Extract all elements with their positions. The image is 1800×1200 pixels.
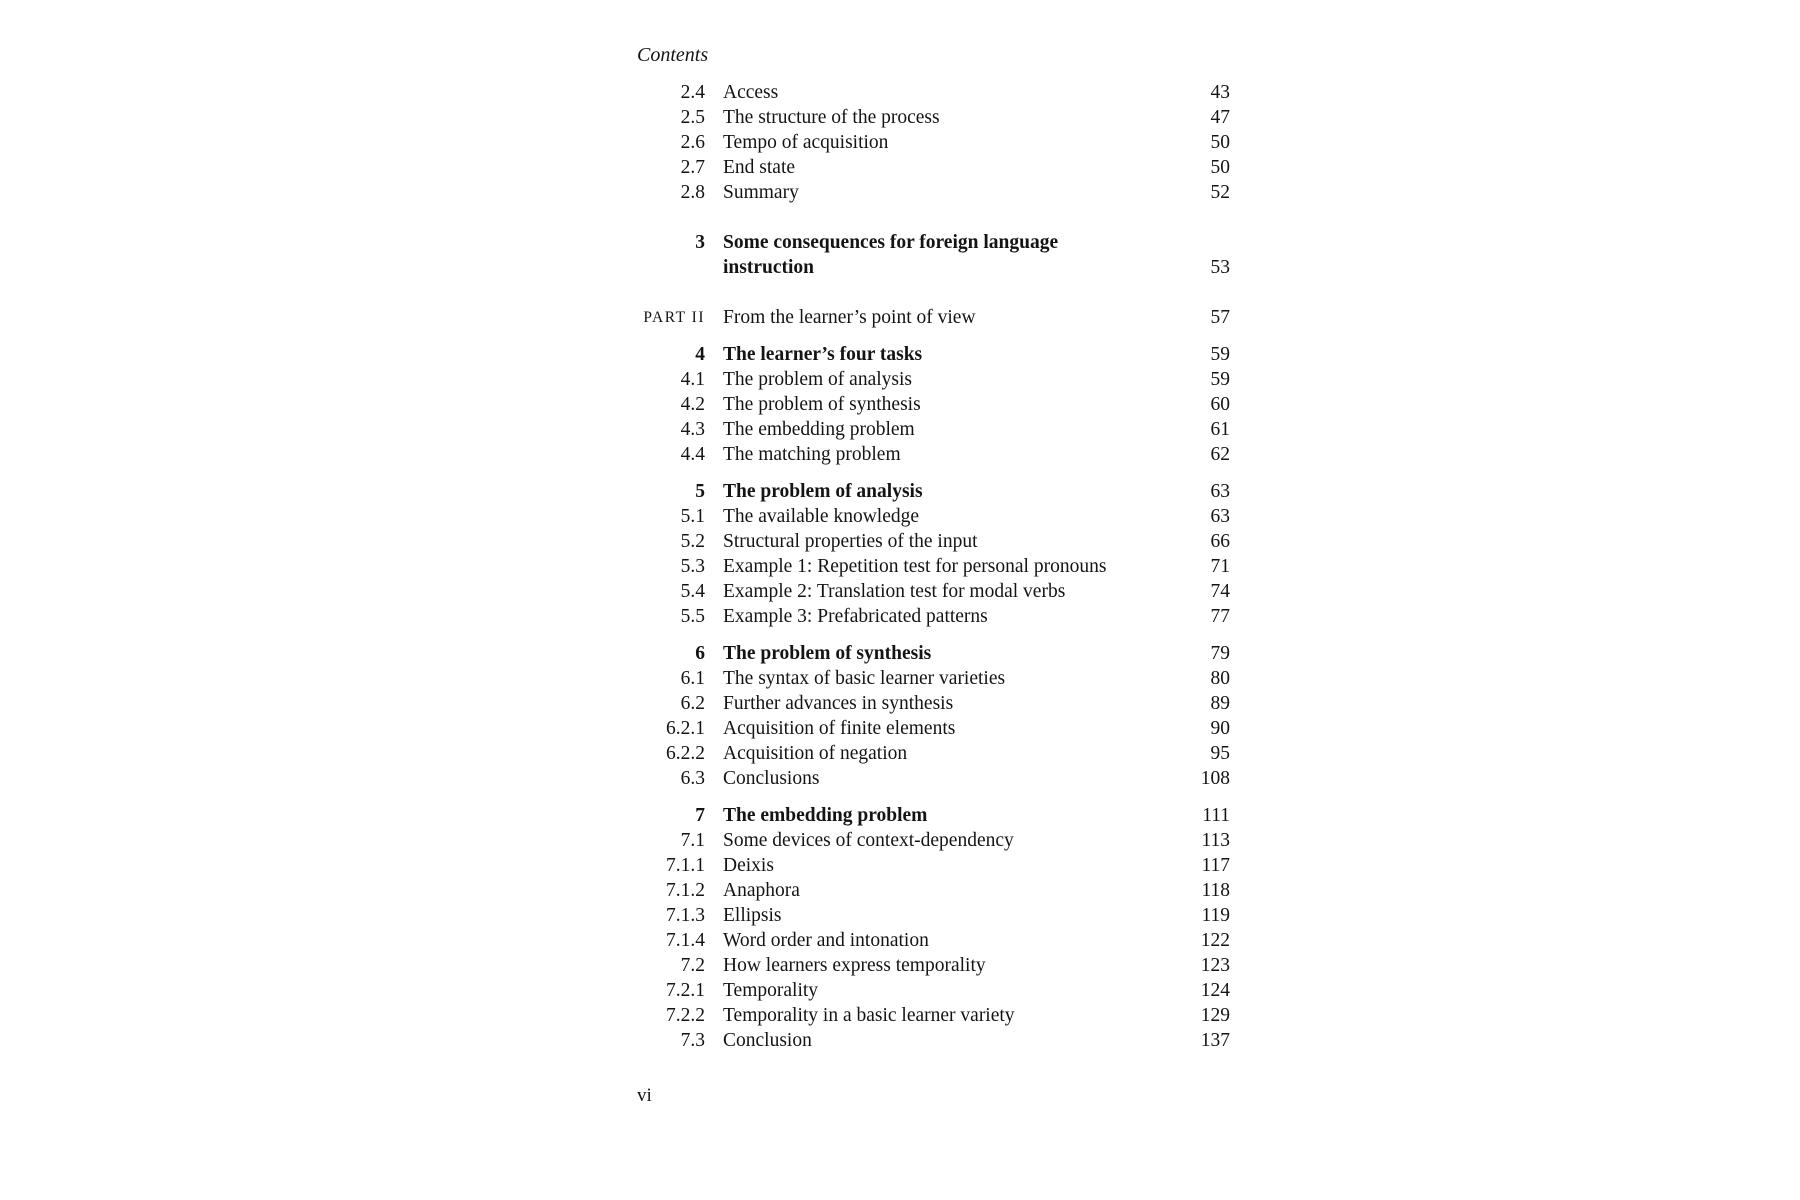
toc-entry-2-8: [620, 180, 1230, 205]
chapter-number: 5: [695, 481, 705, 502]
page-number: 53: [1210, 257, 1230, 278]
section-number: 5.5: [680, 606, 705, 627]
page-number: 129: [1200, 1005, 1230, 1026]
page-number: 118: [1201, 880, 1230, 901]
section-number: 5.2: [680, 531, 705, 552]
section-title: The structure of the process: [723, 107, 940, 128]
chapter-title: The embedding problem: [723, 805, 928, 826]
toc-chapter-7: [620, 803, 1230, 828]
page-number: 80: [1210, 668, 1230, 689]
page-number: 124: [1200, 980, 1230, 1001]
part-number: PART II: [643, 309, 705, 326]
toc-entry-4-2: [620, 392, 1230, 417]
section-title: The matching problem: [723, 444, 901, 465]
section-number: 5.3: [680, 556, 705, 577]
toc-entry-5-1: [620, 504, 1230, 529]
section-number: 2.8: [680, 182, 705, 203]
section-title: Ellipsis: [723, 905, 782, 926]
chapter-title: Some consequences for foreign language instruction: [723, 232, 1059, 278]
toc-entry-7-1-4: [620, 928, 1230, 953]
toc-entry-2-7: [620, 155, 1230, 180]
toc-entry-5-3: [620, 554, 1230, 579]
section-title: Example 2: Translation test for modal verbs: [723, 581, 1066, 602]
page-number: 79: [1210, 643, 1230, 664]
section-title: Further advances in synthesis: [723, 693, 954, 714]
spacer: [620, 629, 1230, 641]
page-number: 59: [1210, 369, 1230, 390]
section-title: Tempo of acquisition: [723, 132, 889, 153]
section-number: 7.2.2: [666, 1005, 705, 1026]
chapter-title: The problem of analysis: [723, 481, 923, 502]
table-of-contents: [620, 80, 1230, 1053]
page-number: 57: [1210, 307, 1230, 328]
page-folio: vi: [637, 1085, 652, 1106]
toc-entry-2-6: [620, 130, 1230, 155]
page-number: 52: [1210, 182, 1230, 203]
page-number: 137: [1200, 1030, 1230, 1051]
toc-entry-5-4: [620, 579, 1230, 604]
spacer: [620, 467, 1230, 479]
section-number: 2.7: [680, 157, 705, 178]
page-number: 61: [1210, 419, 1230, 440]
section-title: Access: [723, 82, 779, 103]
running-head: Contents: [637, 44, 709, 66]
page-number: 95: [1210, 743, 1230, 764]
page-number: 113: [1201, 830, 1230, 851]
section-title: The embedding problem: [723, 419, 915, 440]
section-number: 2.5: [680, 107, 705, 128]
section-number: 6.2.2: [666, 743, 705, 764]
page-number: 62: [1210, 444, 1230, 465]
section-title: Acquisition of negation: [723, 743, 908, 764]
toc-entry-6-2-2: [620, 741, 1230, 766]
section-number: 7.1: [680, 830, 705, 851]
toc-entry-6-1: [620, 666, 1230, 691]
page-number: 59: [1210, 344, 1230, 365]
section-title: The problem of analysis: [723, 369, 912, 390]
section-title: Conclusions: [723, 768, 820, 789]
page-number: 71: [1210, 556, 1230, 577]
section-number: 6.2: [680, 693, 705, 714]
toc-entry-6-3: [620, 766, 1230, 791]
page-number: 117: [1201, 855, 1230, 876]
toc-entry-4-4: [620, 442, 1230, 467]
page-number: 77: [1210, 606, 1230, 627]
chapter-number: 4: [695, 344, 705, 365]
page-number: 108: [1200, 768, 1230, 789]
section-title: Summary: [723, 182, 799, 203]
toc-chapter-4: [620, 342, 1230, 367]
toc-entry-4-3: [620, 417, 1230, 442]
page-number: 50: [1210, 157, 1230, 178]
section-number: 2.6: [680, 132, 705, 153]
chapter-title: The learner’s four tasks: [723, 344, 923, 365]
page-number: 43: [1210, 82, 1230, 103]
toc-entry-5-2: [620, 529, 1230, 554]
toc-entry-6-2-1: [620, 716, 1230, 741]
toc-chapter-3: [620, 230, 1230, 280]
part-title: From the learner’s point of view: [723, 307, 976, 328]
section-number: 4.1: [680, 369, 705, 390]
section-number: 4.2: [680, 394, 705, 415]
chapter-number: 7: [695, 805, 705, 826]
page-number: 123: [1200, 955, 1230, 976]
section-title: The syntax of basic learner varieties: [723, 668, 1006, 689]
page-number: 47: [1210, 107, 1230, 128]
section-title: Some devices of context-dependency: [723, 830, 1014, 851]
spacer: [620, 280, 1230, 305]
section-title: The problem of synthesis: [723, 394, 921, 415]
section-number: 4.4: [680, 444, 705, 465]
page-number: 89: [1210, 693, 1230, 714]
toc-entry-7-1: [620, 828, 1230, 853]
section-number: 7.1.4: [666, 930, 705, 951]
section-title: The available knowledge: [723, 506, 919, 527]
page-number: 66: [1210, 531, 1230, 552]
chapter-number: 3: [695, 232, 705, 253]
page-number: 74: [1210, 581, 1230, 602]
page-number: 63: [1210, 506, 1230, 527]
toc-entry-2-4: [620, 80, 1230, 105]
toc-entry-6-2: [620, 691, 1230, 716]
section-number: 2.4: [680, 82, 705, 103]
toc-entry-7-2-1: [620, 978, 1230, 1003]
section-title: Deixis: [723, 855, 774, 876]
section-title: Anaphora: [723, 880, 800, 901]
section-number: 7.2: [680, 955, 705, 976]
section-number: 7.1.1: [666, 855, 705, 876]
toc-entry-7-2: [620, 953, 1230, 978]
section-title: Example 3: Prefabricated patterns: [723, 606, 988, 627]
toc-entry-7-2-2: [620, 1003, 1230, 1028]
toc-entry-2-5: [620, 105, 1230, 130]
toc-entry-7-1-2: [620, 878, 1230, 903]
page-number: 119: [1201, 905, 1230, 926]
section-number: 5.1: [680, 506, 705, 527]
section-number: 7.1.3: [666, 905, 705, 926]
spacer: [620, 330, 1230, 342]
section-number: 7.3: [680, 1030, 705, 1051]
section-number: 5.4: [680, 581, 705, 602]
page-number: 111: [1202, 805, 1230, 826]
toc-entry-7-1-1: [620, 853, 1230, 878]
section-number: 6.1: [680, 668, 705, 689]
section-title: Temporality in a basic learner variety: [723, 1005, 1015, 1026]
section-title: How learners express temporality: [723, 955, 986, 976]
page-number: 122: [1200, 930, 1230, 951]
page-number: 63: [1210, 481, 1230, 502]
chapter-title: The problem of synthesis: [723, 643, 932, 664]
section-title: Structural properties of the input: [723, 531, 978, 552]
section-number: 6.3: [680, 768, 705, 789]
section-number: 6.2.1: [666, 718, 705, 739]
spacer: [620, 791, 1230, 803]
section-title: Acquisition of finite elements: [723, 718, 956, 739]
spacer: [620, 205, 1230, 230]
section-title: Temporality: [723, 980, 819, 1001]
section-number: 7.1.2: [666, 880, 705, 901]
page-number: 60: [1210, 394, 1230, 415]
section-number: 7.2.1: [666, 980, 705, 1001]
section-number: 4.3: [680, 419, 705, 440]
toc-entry-7-3: [620, 1028, 1230, 1053]
section-title: End state: [723, 157, 796, 178]
toc-chapter-6: [620, 641, 1230, 666]
section-title: Conclusion: [723, 1030, 812, 1051]
toc-entry-7-1-3: [620, 903, 1230, 928]
chapter-number: 6: [695, 643, 705, 664]
page-number: 50: [1210, 132, 1230, 153]
toc-part-2: [620, 305, 1230, 330]
toc-entry-4-1: [620, 367, 1230, 392]
toc-chapter-5: [620, 479, 1230, 504]
toc-entry-5-5: [620, 604, 1230, 629]
section-title: Word order and intonation: [723, 930, 929, 951]
section-title: Example 1: Repetition test for personal pronouns: [723, 556, 1107, 577]
page-number: 90: [1210, 718, 1230, 739]
